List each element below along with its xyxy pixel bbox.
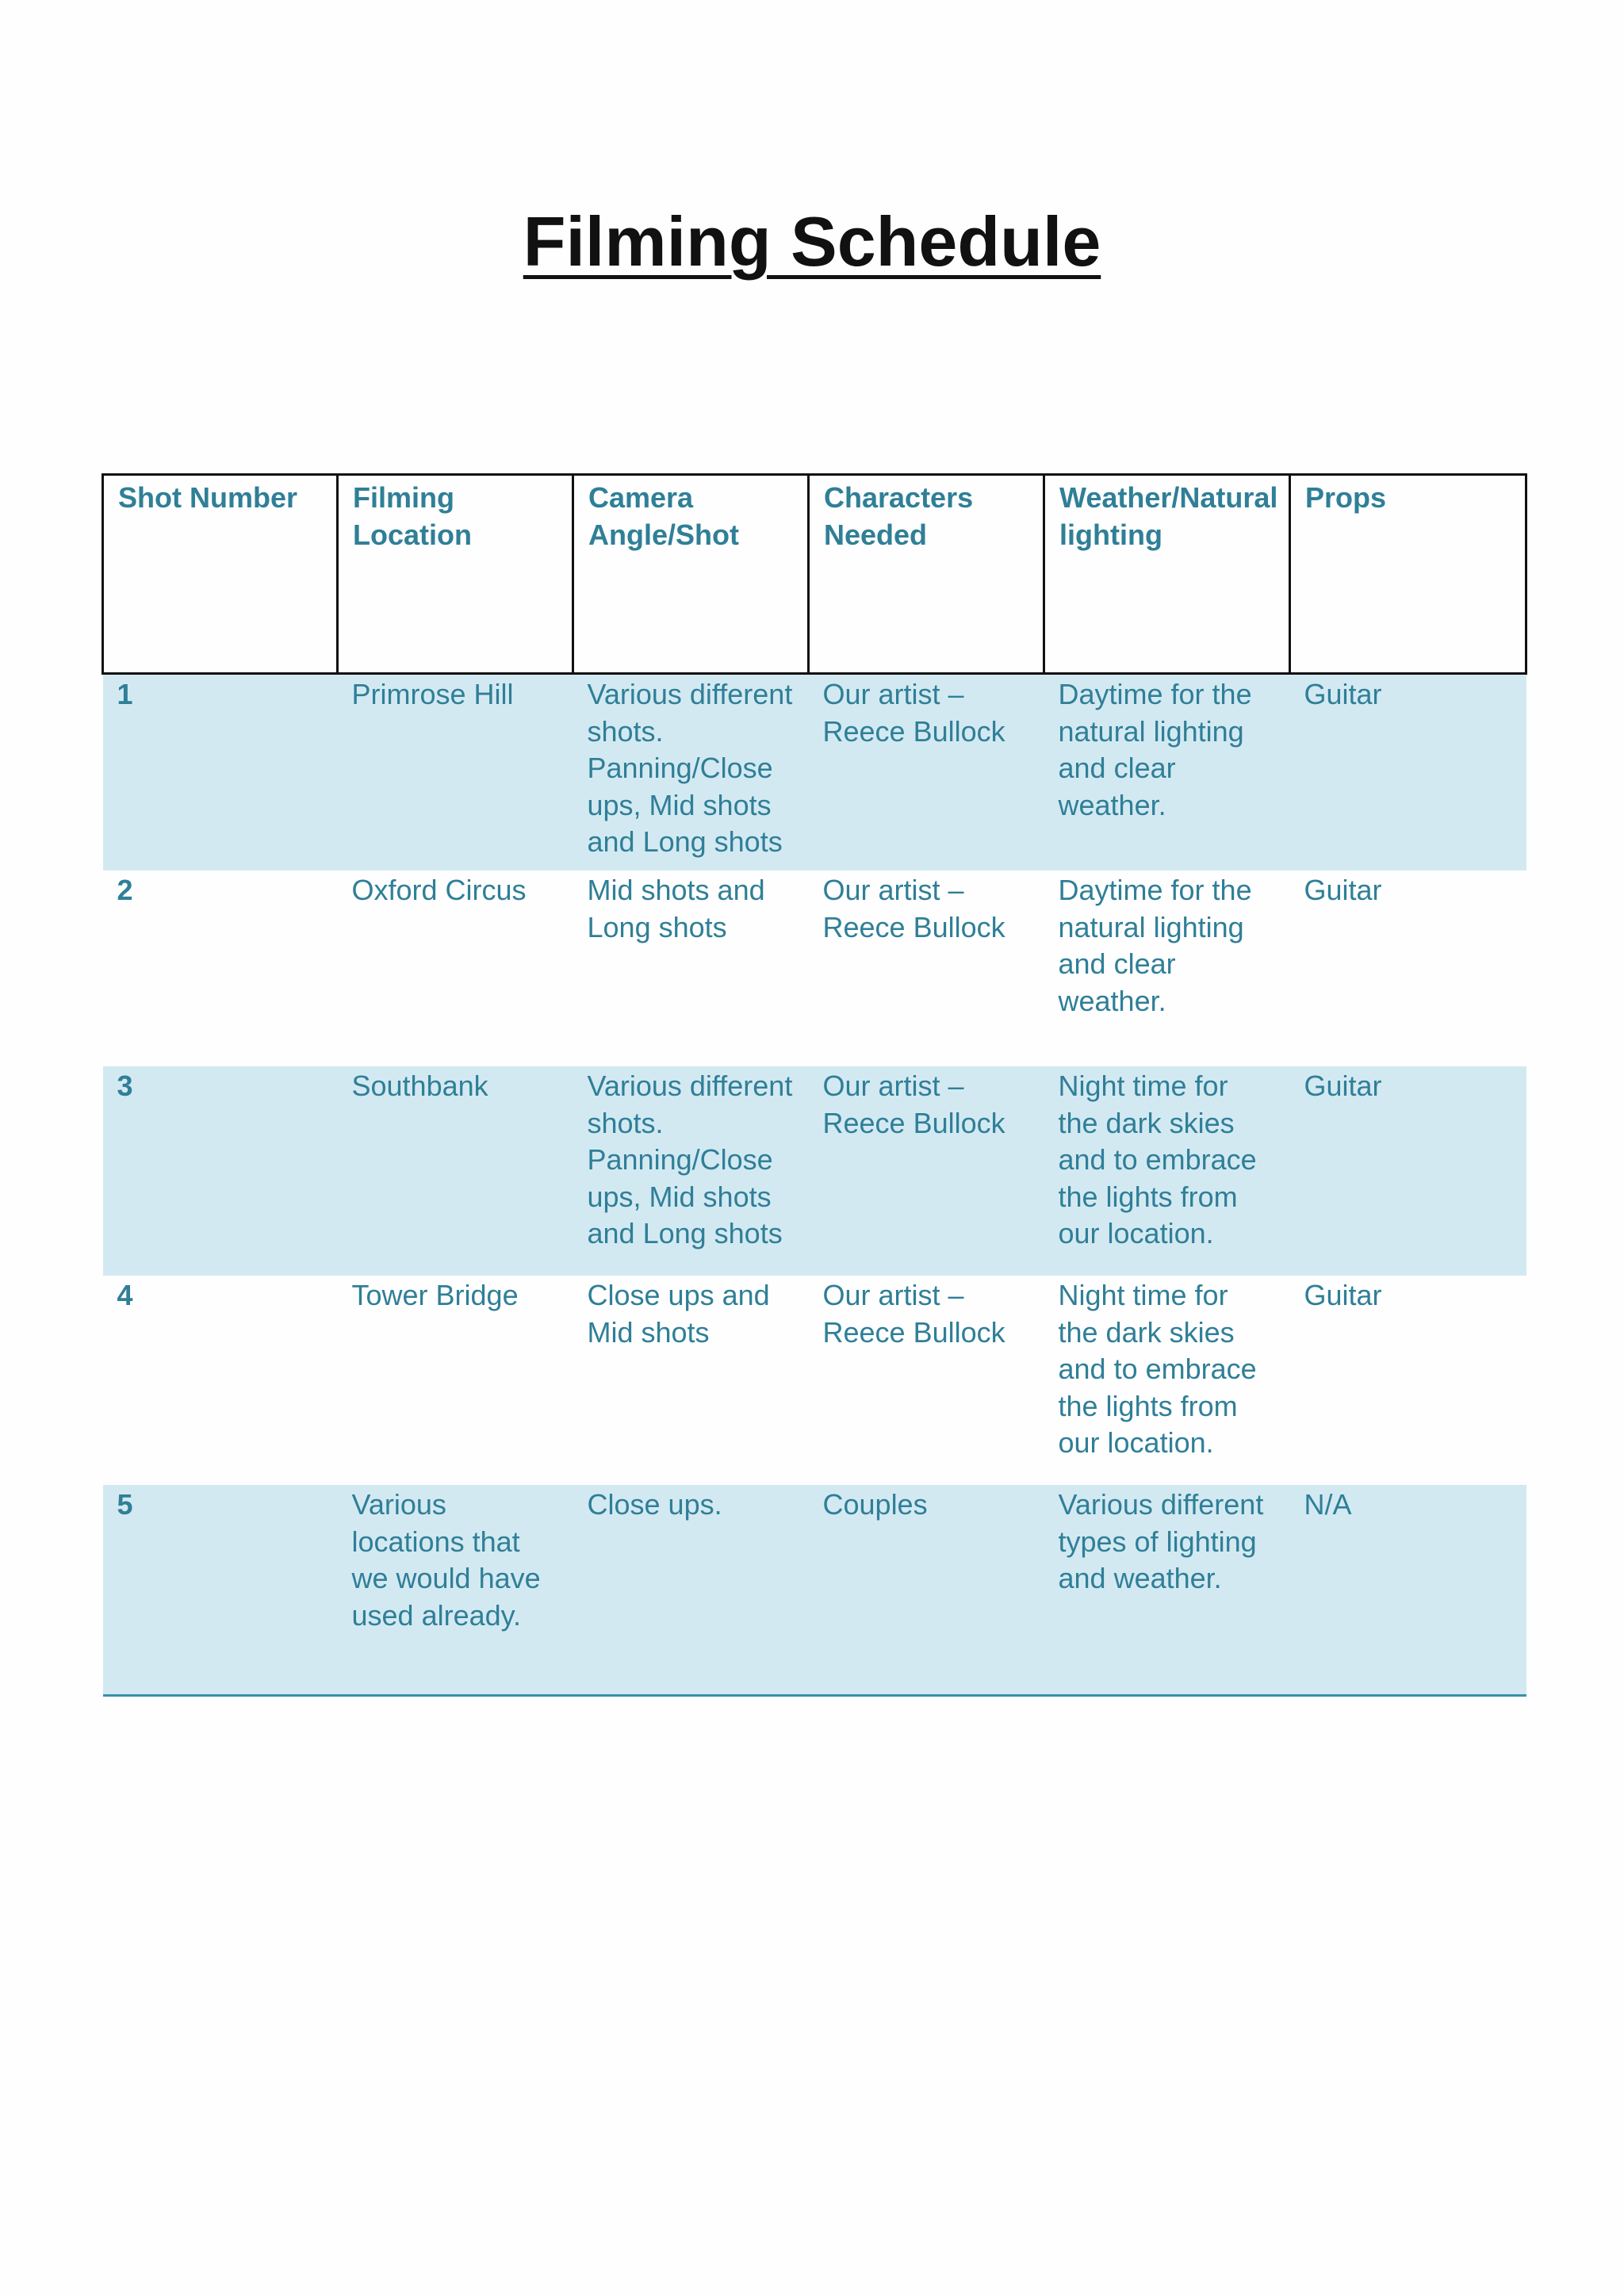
cell-weather: Daytime for the natural lighting and clear weather. [1044,871,1290,1066]
cell-characters: Our artist – Reece Bullock [809,674,1044,871]
cell-props: Guitar [1290,1066,1526,1276]
header-props: Props [1290,475,1526,674]
cell-characters: Our artist – Reece Bullock [809,1276,1044,1485]
cell-characters: Couples [809,1485,1044,1696]
table-row [103,674,1526,871]
cell-props: Guitar [1290,674,1526,871]
cell-location: Oxford Circus [338,871,573,1066]
cell-location: Primrose Hill [338,674,573,871]
cell-props: N/A [1290,1485,1526,1696]
header-characters-needed: Characters Needed [809,475,1044,674]
cell-location: Southbank [338,1066,573,1276]
cell-shot-number: 1 [103,674,338,871]
cell-camera: Various different shots. Panning/Close ups, Mid shots and Long shots [573,674,809,871]
cell-shot-number: 3 [103,1066,338,1276]
table-row [103,1485,1526,1696]
table-row [103,1066,1526,1276]
cell-shot-number: 5 [103,1485,338,1696]
cell-weather: Night time for the dark skies and to embrace the lights from our location. [1044,1276,1290,1485]
cell-camera: Close ups and Mid shots [573,1276,809,1485]
cell-weather: Night time for the dark skies and to embrace the lights from our location. [1044,1066,1290,1276]
header-row [103,475,1526,674]
page-title: Filming Schedule [523,202,1101,281]
cell-camera: Close ups. [573,1485,809,1696]
header-weather-lighting: Weather/Natural lighting [1044,475,1290,674]
header-shot-number: Shot Number [103,475,338,674]
cell-camera: Various different shots. Panning/Close ups, Mid shots and Long shots [573,1066,809,1276]
cell-shot-number: 2 [103,871,338,1066]
header-camera-angle: Camera Angle/Shot [573,475,809,674]
cell-shot-number: 4 [103,1276,338,1485]
filming-schedule-table [102,473,1527,1697]
cell-characters: Our artist – Reece Bullock [809,871,1044,1066]
cell-weather: Various different types of lighting and weather. [1044,1485,1290,1696]
header-filming-location: Filming Location [338,475,573,674]
table-row [103,1276,1526,1485]
cell-location: Tower Bridge [338,1276,573,1485]
cell-location: Various locations that we would have used already. [338,1485,573,1696]
cell-props: Guitar [1290,1276,1526,1485]
cell-weather: Daytime for the natural lighting and clear weather. [1044,674,1290,871]
table-row [103,871,1526,1066]
cell-characters: Our artist – Reece Bullock [809,1066,1044,1276]
cell-props: Guitar [1290,871,1526,1066]
cell-camera: Mid shots and Long shots [573,871,809,1066]
